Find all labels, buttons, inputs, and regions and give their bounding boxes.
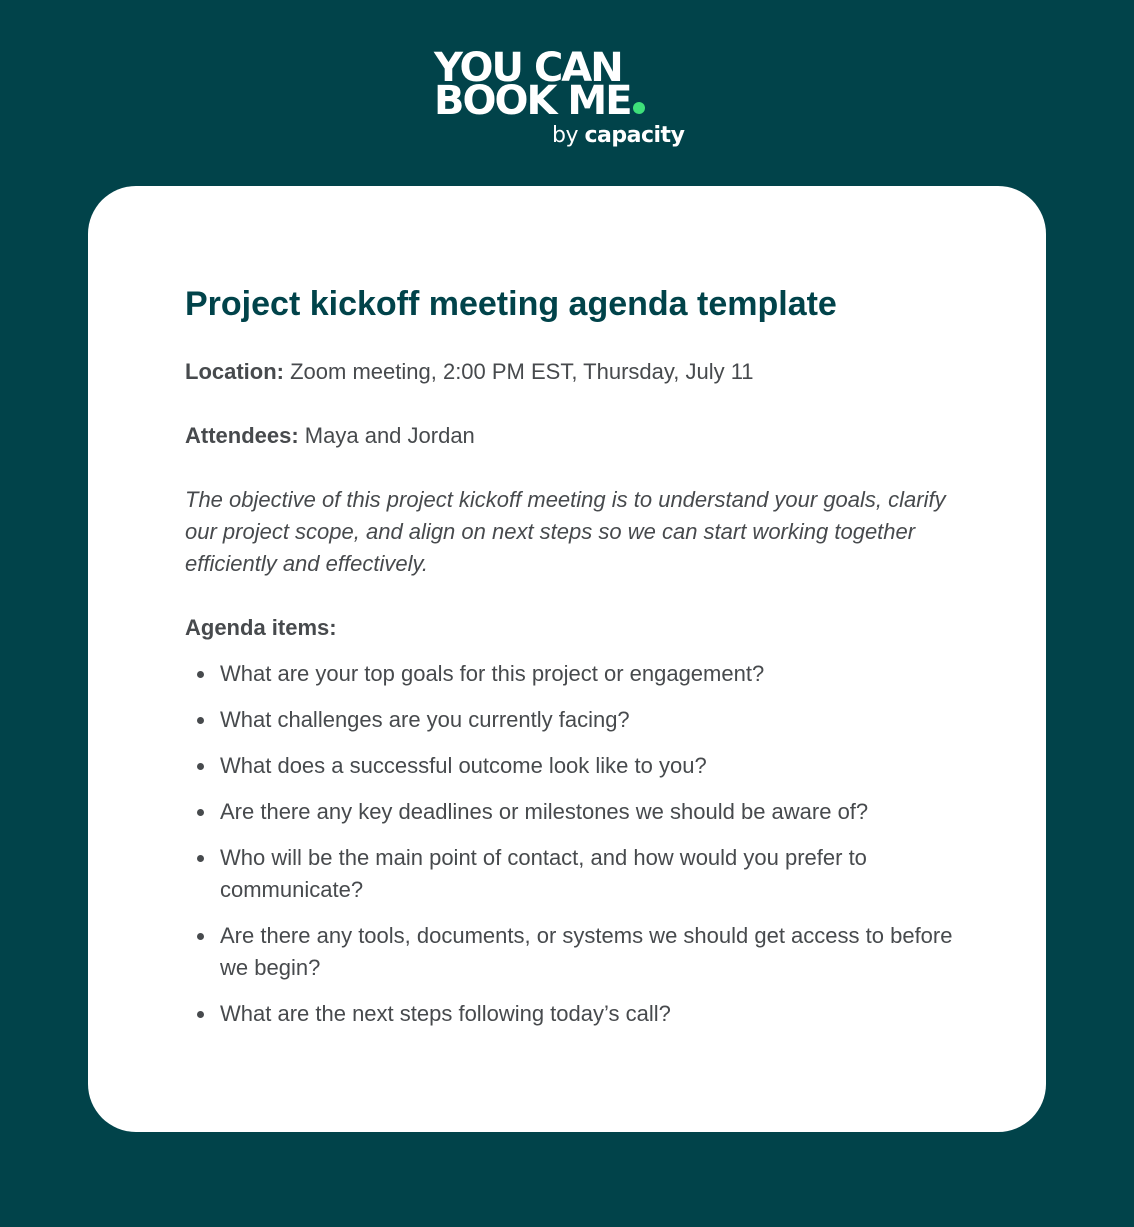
agenda-content bbox=[185, 282, 965, 1044]
logo-brand-text: capacity bbox=[584, 123, 685, 148]
logo-byline bbox=[552, 122, 684, 150]
page-title: Project kickoff meeting agenda template bbox=[185, 285, 837, 323]
location-label: Location: bbox=[185, 359, 284, 384]
bullet-icon bbox=[197, 855, 204, 862]
agenda-heading: Agenda items: bbox=[185, 615, 337, 640]
agenda-item bbox=[185, 920, 965, 984]
agenda-item-text: Who will be the main point of contact, and how would you prefer to communicate? bbox=[220, 845, 867, 902]
attendees-label: Attendees: bbox=[185, 423, 299, 448]
agenda-item-text: What challenges are you currently facing? bbox=[220, 707, 630, 732]
agenda-item bbox=[185, 842, 965, 906]
bullet-icon bbox=[197, 717, 204, 724]
logo bbox=[434, 45, 704, 152]
bullet-icon bbox=[197, 1011, 204, 1018]
attendees-field bbox=[185, 420, 965, 452]
agenda-item-text: Are there any key deadlines or milestones we should be aware of? bbox=[220, 799, 869, 824]
agenda-item bbox=[185, 704, 965, 736]
agenda-item bbox=[185, 796, 965, 828]
agenda-item bbox=[185, 750, 965, 782]
bullet-icon bbox=[197, 933, 204, 940]
objective-text: The objective of this project kickoff meeting is to understand your goals, clarify our project scope, and align on next steps so we can start working together efficiently and effectively. bbox=[185, 487, 946, 576]
location-field bbox=[185, 356, 965, 388]
agenda-item bbox=[185, 658, 965, 690]
logo-line-2 bbox=[434, 78, 704, 124]
agenda-item-text: What are the next steps following today’s call? bbox=[220, 1001, 671, 1026]
location-value: Zoom meeting, 2:00 PM EST, Thursday, July 11 bbox=[284, 359, 754, 384]
agenda-item bbox=[185, 998, 965, 1030]
agenda-card bbox=[88, 186, 1046, 1132]
agenda-item-text: What are your top goals for this project or engagement? bbox=[220, 661, 765, 686]
logo-line-2-text: BOOK ME bbox=[434, 78, 631, 124]
bullet-icon bbox=[197, 763, 204, 770]
attendees-value: Maya and Jordan bbox=[298, 423, 475, 448]
agenda-item-text: What does a successful outcome look like to you? bbox=[220, 753, 707, 778]
agenda-item-text: Are there any tools, documents, or systems we should get access to before we begin? bbox=[220, 923, 953, 980]
logo-line-1: YOU CAN bbox=[434, 45, 622, 91]
logo-by-text: by bbox=[552, 123, 578, 148]
bullet-icon bbox=[197, 809, 204, 816]
logo-dot-icon bbox=[633, 102, 645, 114]
agenda-list bbox=[185, 658, 965, 1030]
bullet-icon bbox=[197, 671, 204, 678]
